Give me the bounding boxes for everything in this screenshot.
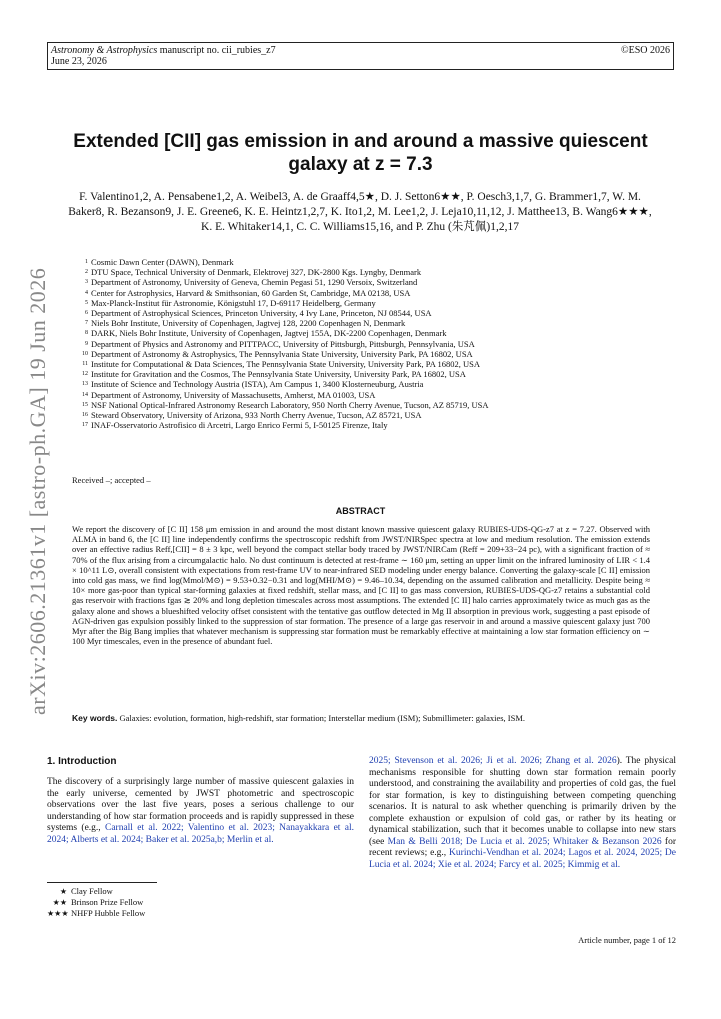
affiliation-number: 15	[82, 401, 88, 408]
affiliation-number: 1	[85, 259, 88, 265]
affiliation-item	[78, 359, 678, 369]
footnote-mark: ★	[59, 887, 67, 896]
citation-link[interactable]: Man & Belli 2018; De Lucia et al. 2025; Whitaker & Bezanson 2026	[387, 836, 662, 847]
affiliation-item	[78, 339, 678, 349]
running-header	[47, 42, 674, 70]
affiliation-number: 14	[82, 391, 88, 398]
affiliation-number: 16	[82, 412, 88, 419]
page-number: Article number, page 1 of 12	[578, 935, 676, 945]
affiliation-text: Steward Observatory, University of Arizona, 933 North Cherry Avenue, Tucson, AZ 85721, USA	[91, 410, 422, 421]
author-list	[60, 190, 660, 235]
keywords	[72, 713, 672, 723]
received-line: Received –; accepted –	[72, 475, 151, 485]
intro-right-column	[369, 756, 676, 871]
copyright: ©ESO 2026	[621, 45, 670, 56]
affiliation-item	[78, 420, 678, 430]
footnote-rule	[47, 882, 157, 883]
affiliation-text: Niels Bohr Institute, University of Copenhagen, Jagtvej 128, 2200 Copenhagen N, Denmark	[91, 318, 406, 329]
author-line: Baker8, R. Bezanson9, J. E. Greene6, K. E. Heintz1,2,7, K. Ito1,2, M. Lee1,2, J. Leja10,11,12, J. Matthee13, B. Wang6★★★,	[68, 206, 652, 218]
footnote	[47, 886, 145, 897]
abstract-heading: ABSTRACT	[335, 506, 386, 516]
paper-title	[47, 130, 674, 176]
footnote-mark: ★★★	[47, 909, 69, 918]
affiliation-text: Cosmic Dawn Center (DAWN), Denmark	[91, 257, 234, 267]
affiliation-text: Department of Astrophysical Sciences, Princeton University, 4 Ivy Lane, Princeton, NJ 08544, USA	[91, 308, 432, 319]
footnote-text: Brinson Prize Fellow	[71, 897, 144, 907]
affiliation-text: NSF National Optical-Infrared Astronomy Research Laboratory, 950 North Cherry Avenue, Tucson, AZ 85719, USA	[91, 399, 489, 410]
footnotes	[47, 886, 145, 919]
affiliation-number: 17	[82, 422, 88, 429]
intro-text: ). The physical mechanisms responsible for shutting down star formation remain poorly understood, and constraining the availability and properties of cold gas, the fuel for star formation, is key to distinguishing between competing quenching scenarios. It is natural to ask whether quenching is primarily driven by the complete exhaustion or expulsion of cold gas, or rather by its heating or dynamical stabilization, such that it becomes unable to collapse into new stars (see	[369, 756, 676, 847]
citation-link[interactable]: Carnall et al. 2022; Valentino et al. 2023; Nanayakkara et al. 2024; Alberts et al. 2024; Baker et al. 2025a,b; Merlin et al.	[47, 823, 354, 845]
affiliation-text: Institute for Computational & Data Sciences, The Pennsylvania State University, University Park, PA 16802, USA	[91, 359, 480, 370]
affiliation-text: DTU Space, Technical University of Denmark, Elektrovej 327, DK-2800 Kgs. Lyngby, Denmark	[91, 267, 422, 278]
affiliation-number: 4	[85, 289, 88, 296]
affiliation-number: 8	[85, 330, 88, 337]
affiliation-item	[78, 400, 678, 410]
footnote-mark: ★★	[52, 898, 67, 907]
citation-link[interactable]: Kurinchi-Vendhan et al. 2024; Lagos et al. 2024, 2025; De Lucia et al. 2024; Xie et al. 2024; Farcy et al. 2025; Kimmig et al.	[369, 848, 677, 870]
affiliation-number: 9	[85, 340, 88, 347]
affiliation-item	[78, 257, 678, 267]
affiliation-item	[78, 410, 678, 420]
affiliation-item	[78, 369, 678, 379]
affiliation-text: DARK, Niels Bohr Institute, University of Copenhagen, Jagtvej 155A, DK-2200 Copenhagen, Denmark	[91, 328, 447, 339]
intro-left-column	[47, 777, 354, 846]
footnote-text: Clay Fellow	[71, 886, 113, 896]
affiliation-number: 3	[85, 279, 88, 286]
keywords-label: Key words.	[72, 713, 118, 723]
affiliation-item	[78, 390, 678, 400]
affiliation-list	[78, 257, 678, 430]
author-line: K. E. Whitaker14,1, C. C. Williams15,16, and P. Zhu (朱芃佩)1,2,17	[201, 221, 519, 233]
affiliation-number: 13	[82, 381, 88, 388]
affiliation-item	[78, 298, 678, 308]
affiliation-item	[78, 288, 678, 298]
affiliation-text: Max-Planck-Institut für Astronomie, Königstuhl 17, D-69117 Heidelberg, Germany	[91, 297, 376, 308]
footnote	[47, 908, 145, 919]
manuscript-id: manuscript no. cii_rubies_z7	[157, 45, 276, 56]
arxiv-stamp: arXiv:2606.21361v1 [astro-ph.GA] 19 Jun 2026	[25, 267, 50, 715]
author-line: F. Valentino1,2, A. Pensabene1,2, A. Weibel3, A. de Graaff4,5★, D. J. Setton6★★, P. Oesch3,1,7, G. Brammer1,7, W. M.	[79, 191, 641, 203]
intro-text: The discovery of a surprisingly large number of massive quiescent galaxies in the early universe, cemented by JWST photometric and spectroscopic observations over the last five years, poses a serious challenge to our understanding of how star formation proceeds and is rapidly suppressed in these systems (e.g.,	[47, 777, 354, 833]
affiliation-number: 7	[85, 320, 88, 327]
abstract-body: We report the discovery of [C II] 158 μm emission in and around the most distant known massive quiescent galaxy RUBIES-UDS-QG-z7 at z = 7.27. Observed with ALMA in band 6, the [C II] line independently confirms the spectroscopic redshift from JWST/NIRSpec spectra at low and medium resolution. The emission extends over an effective radius Reff,[CII] = 8 ± 3 kpc, well beyond the compact stellar body traced by JWST/NIRCam (Reff = 209+33−24 pc), with a significant fraction of ≈ 70% of the flux arising from a circumgalactic halo. No dust continuum is detected at rest-frame ∼ 160 μm, setting an upper limit on the infrared luminosity of LIR < 1.4 × 10^11 L⊙, overall consistent with expectations from rest-frame UV to near-infrared SED modeling under energy balance. Converting the galaxy-scale [C II] emission into cold gas mass, we find log(Mmol/M⊙) = 9.53+0.32−0.31 and log(MHI/M⊙) = 9.46–10.34, depending on the assumed calibration and metallicity. Despite being ≈ 10× more gas-poor than typical star-forming galaxies at fixed redshift, stellar mass, and [C II] to gas mass conversion, RUBIES-UDS-QG-z7 retains a substantial cold gas reservoir with fractions fgas ≳ 20% and long depletion timescales across most assumptions. The extended [C II] halo carries approximately twice as much gas as the galaxy alone and shows a blueshifted velocity offset consistent with the tentative gas outflow detected in Mg II absorption in previous work, suggesting a past episode of AGN-driven gas expulsion possibly linked to the suppression of star formation. The presence of a large gas reservoir in and around a massive quiescent galaxy just 700 Myr after the Big Bang implies that whatever mechanism is suppressing star formation must be remarkably effective at maintaining a low star formation efficiency on ∼ 100 Myr timescales, even in the presence of abundant fuel.	[72, 524, 650, 647]
affiliation-item	[78, 277, 678, 287]
title-line-2: galaxy at z = 7.3	[288, 154, 433, 175]
affiliation-text: Department of Physics and Astronomy and PITTPACC, University of Pittsburgh, Pittsburgh, Pennsylvania, USA	[91, 338, 475, 349]
affiliation-text: INAF-Osservatorio Astrofisico di Arcetri, Largo Enrico Fermi 5, I-50125 Firenze, Italy	[91, 420, 388, 431]
affiliation-item	[78, 318, 678, 328]
citation-link[interactable]: 2025; Stevenson et al. 2026; Ji et al. 2026; Zhang et al. 2026	[369, 756, 617, 766]
affiliation-text: Center for Astrophysics, Harvard & Smithsonian, 60 Garden St, Cambridge, MA 02138, USA	[91, 287, 411, 298]
intro-text: for recent reviews; e.g.,	[369, 836, 676, 858]
affiliation-text: Department of Astronomy, University of Geneva, Chemin Pegasi 51, 1290 Versoix, Switzerland	[91, 277, 418, 288]
affiliation-item	[78, 267, 678, 277]
affiliation-number: 6	[85, 310, 88, 317]
affiliation-number: 5	[85, 299, 88, 306]
affiliation-item	[78, 379, 678, 389]
section-heading: 1. Introduction	[47, 756, 117, 767]
affiliation-text: Institute of Science and Technology Austria (ISTA), Am Campus 1, 3400 Klosterneuburg, Austria	[91, 379, 424, 390]
affiliation-number: 10	[82, 350, 88, 357]
affiliation-item	[78, 349, 678, 359]
title-line-1: Extended [CII] gas emission in and around a massive quiescent	[73, 131, 648, 152]
journal-name: Astronomy & Astrophysics	[51, 45, 158, 56]
affiliation-item	[78, 308, 678, 318]
affiliation-number: 11	[82, 361, 88, 368]
affiliation-number: 12	[82, 371, 88, 378]
affiliation-text: Institute for Gravitation and the Cosmos, The Pennsylvania State University, University Park, PA 16802, USA	[91, 369, 466, 380]
footnote	[47, 897, 145, 908]
affiliation-text: Department of Astronomy & Astrophysics, The Pennsylvania State University, University Park, PA 16802, USA	[91, 348, 473, 359]
keywords-text: Galaxies: evolution, formation, high-redshift, star formation; Interstellar medium (ISM); Submillimeter: galaxies, ISM.	[119, 713, 526, 723]
manuscript-date: June 23, 2026	[51, 56, 107, 67]
affiliation-text: Department of Astronomy, University of Massachusetts, Amherst, MA 01003, USA	[91, 389, 376, 400]
footnote-text: NHFP Hubble Fellow	[71, 908, 146, 918]
affiliation-item	[78, 328, 678, 338]
affiliation-number: 2	[85, 269, 88, 276]
